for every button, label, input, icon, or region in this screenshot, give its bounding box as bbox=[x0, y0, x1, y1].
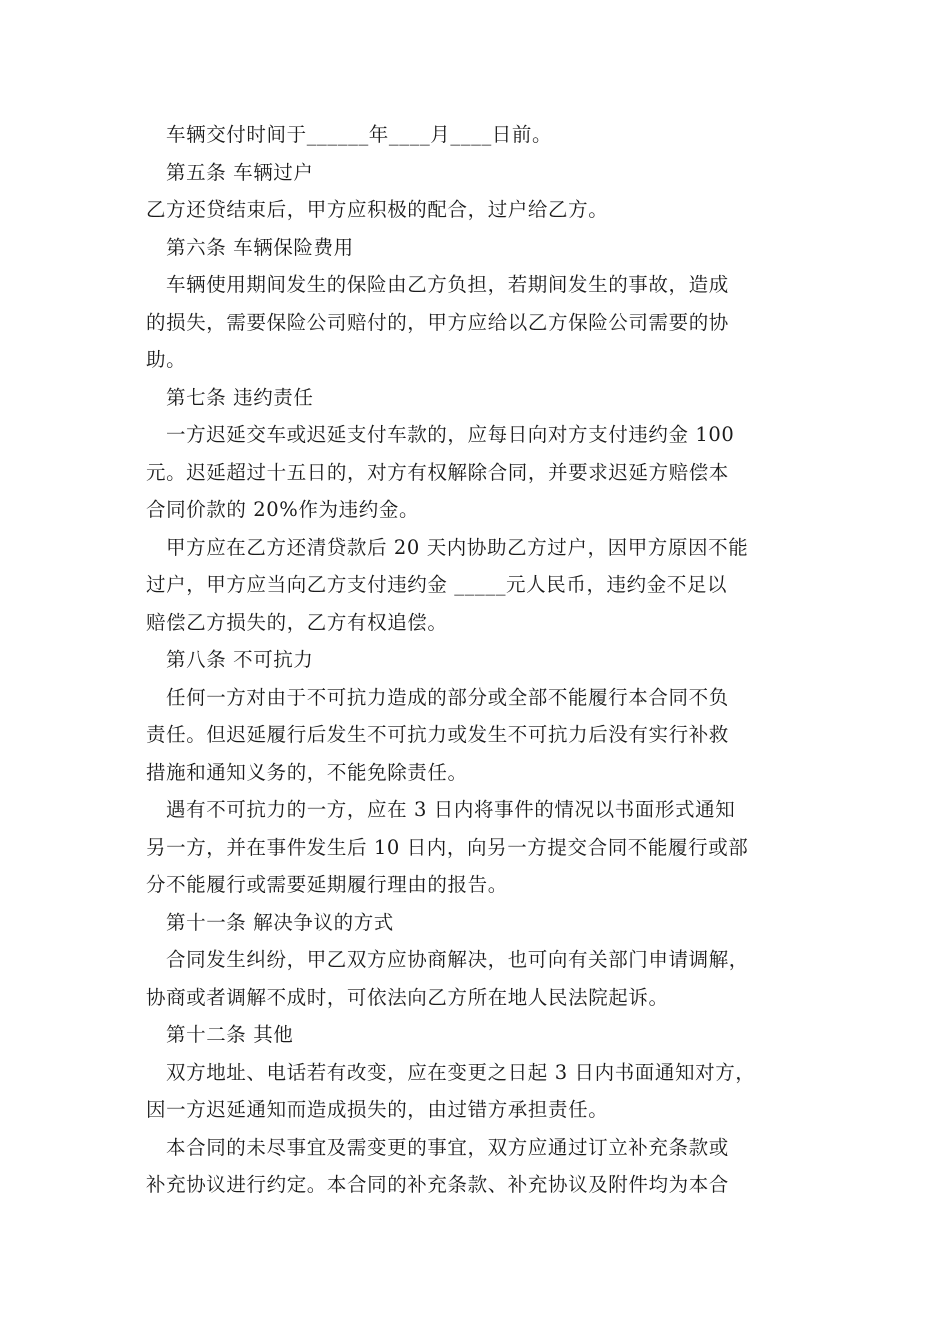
heading-line: 第十二条 其他 bbox=[166, 1023, 294, 1046]
text-line: 任何一方对由于不可抗力造成的部分或全部不能履行本合同不负 bbox=[166, 685, 729, 709]
clause-heading-8 bbox=[146, 641, 816, 679]
text-line: 协商或者调解不成时，可依法向乙方所在地人民法院起诉。 bbox=[146, 985, 669, 1009]
clause-12-body-1 bbox=[146, 1054, 816, 1129]
clause-heading-5 bbox=[146, 154, 816, 192]
heading-line: 第六条 车辆保险费用 bbox=[166, 235, 354, 259]
clause-heading-12 bbox=[146, 1016, 816, 1054]
text-line: 双方地址、电话若有改变，应在变更之日起 3 日内书面通知对方， bbox=[166, 1060, 756, 1084]
text-line: 另一方，并在事件发生后 10 日内，向另一方提交合同不能履行或部 bbox=[146, 835, 749, 859]
clause-heading-11 bbox=[146, 904, 816, 942]
clause-heading-6 bbox=[146, 229, 816, 267]
heading-line: 第八条 不可抗力 bbox=[166, 648, 314, 671]
clause-8-body-1 bbox=[146, 679, 816, 792]
text-line: 元。迟延超过十五日的，对方有权解除合同，并要求迟延方赔偿本 bbox=[146, 460, 729, 484]
clause-11-body bbox=[146, 941, 816, 1016]
document-page bbox=[146, 116, 816, 1204]
text-line: 分不能履行或需要延期履行理由的报告。 bbox=[146, 873, 508, 896]
text-line: 补充协议进行约定。本合同的补充条款、补充协议及附件均为本合 bbox=[146, 1173, 729, 1196]
clause-5-body bbox=[146, 191, 816, 229]
text-line: 一方迟延交车或迟延支付车款的，应每日向对方支付违约金 100 bbox=[166, 423, 735, 446]
text-line: 乙方还贷结束后，甲方应积极的配合，过户给乙方。 bbox=[146, 198, 609, 221]
text-line: 合同发生纠纷，甲乙双方应协商解决，也可向有关部门申请调解， bbox=[166, 948, 749, 971]
text-line: 车辆交付时间于______年____月____日前。 bbox=[166, 123, 553, 146]
clause-8-body-2 bbox=[146, 791, 816, 904]
text-line: 因一方迟延通知而造成损失的，由过错方承担责任。 bbox=[146, 1098, 609, 1121]
text-line: 助。 bbox=[146, 348, 187, 371]
heading-line: 第十一条 解决争议的方式 bbox=[166, 910, 394, 934]
text-line: 过户，甲方应当向乙方支付违约金 _____元人民币，违约金不足以 bbox=[146, 573, 728, 596]
text-line: 甲方应在乙方还清贷款后 20 天内协助乙方过户，因甲方原因不能 bbox=[166, 535, 749, 559]
text-line: 赔偿乙方损失的，乙方有权追偿。 bbox=[146, 610, 448, 634]
clause-delivery-time bbox=[146, 116, 816, 154]
clause-6-body bbox=[146, 266, 816, 379]
clause-heading-7 bbox=[146, 379, 816, 417]
clause-7-body-2 bbox=[146, 529, 816, 642]
clause-7-body-1 bbox=[146, 416, 816, 529]
text-line: 合同价款的 20%作为违约金。 bbox=[146, 498, 420, 521]
text-line: 的损失，需要保险公司赔付的，甲方应给以乙方保险公司需要的协 bbox=[146, 310, 729, 334]
text-line: 责任。但迟延履行后发生不可抗力或发生不可抗力后没有实行补救 bbox=[146, 723, 729, 746]
text-line: 本合同的未尽事宜及需变更的事宜，双方应通过订立补充条款或 bbox=[166, 1135, 729, 1159]
clause-12-body-2 bbox=[146, 1129, 816, 1204]
text-line: 遇有不可抗力的一方，应在 3 日内将事件的情况以书面形式通知 bbox=[166, 798, 736, 821]
heading-line: 第七条 违约责任 bbox=[166, 385, 314, 409]
text-line: 措施和通知义务的，不能免除责任。 bbox=[146, 760, 468, 784]
text-line: 车辆使用期间发生的保险由乙方负担，若期间发生的事故，造成 bbox=[166, 273, 729, 296]
heading-line: 第五条 车辆过户 bbox=[166, 160, 314, 184]
